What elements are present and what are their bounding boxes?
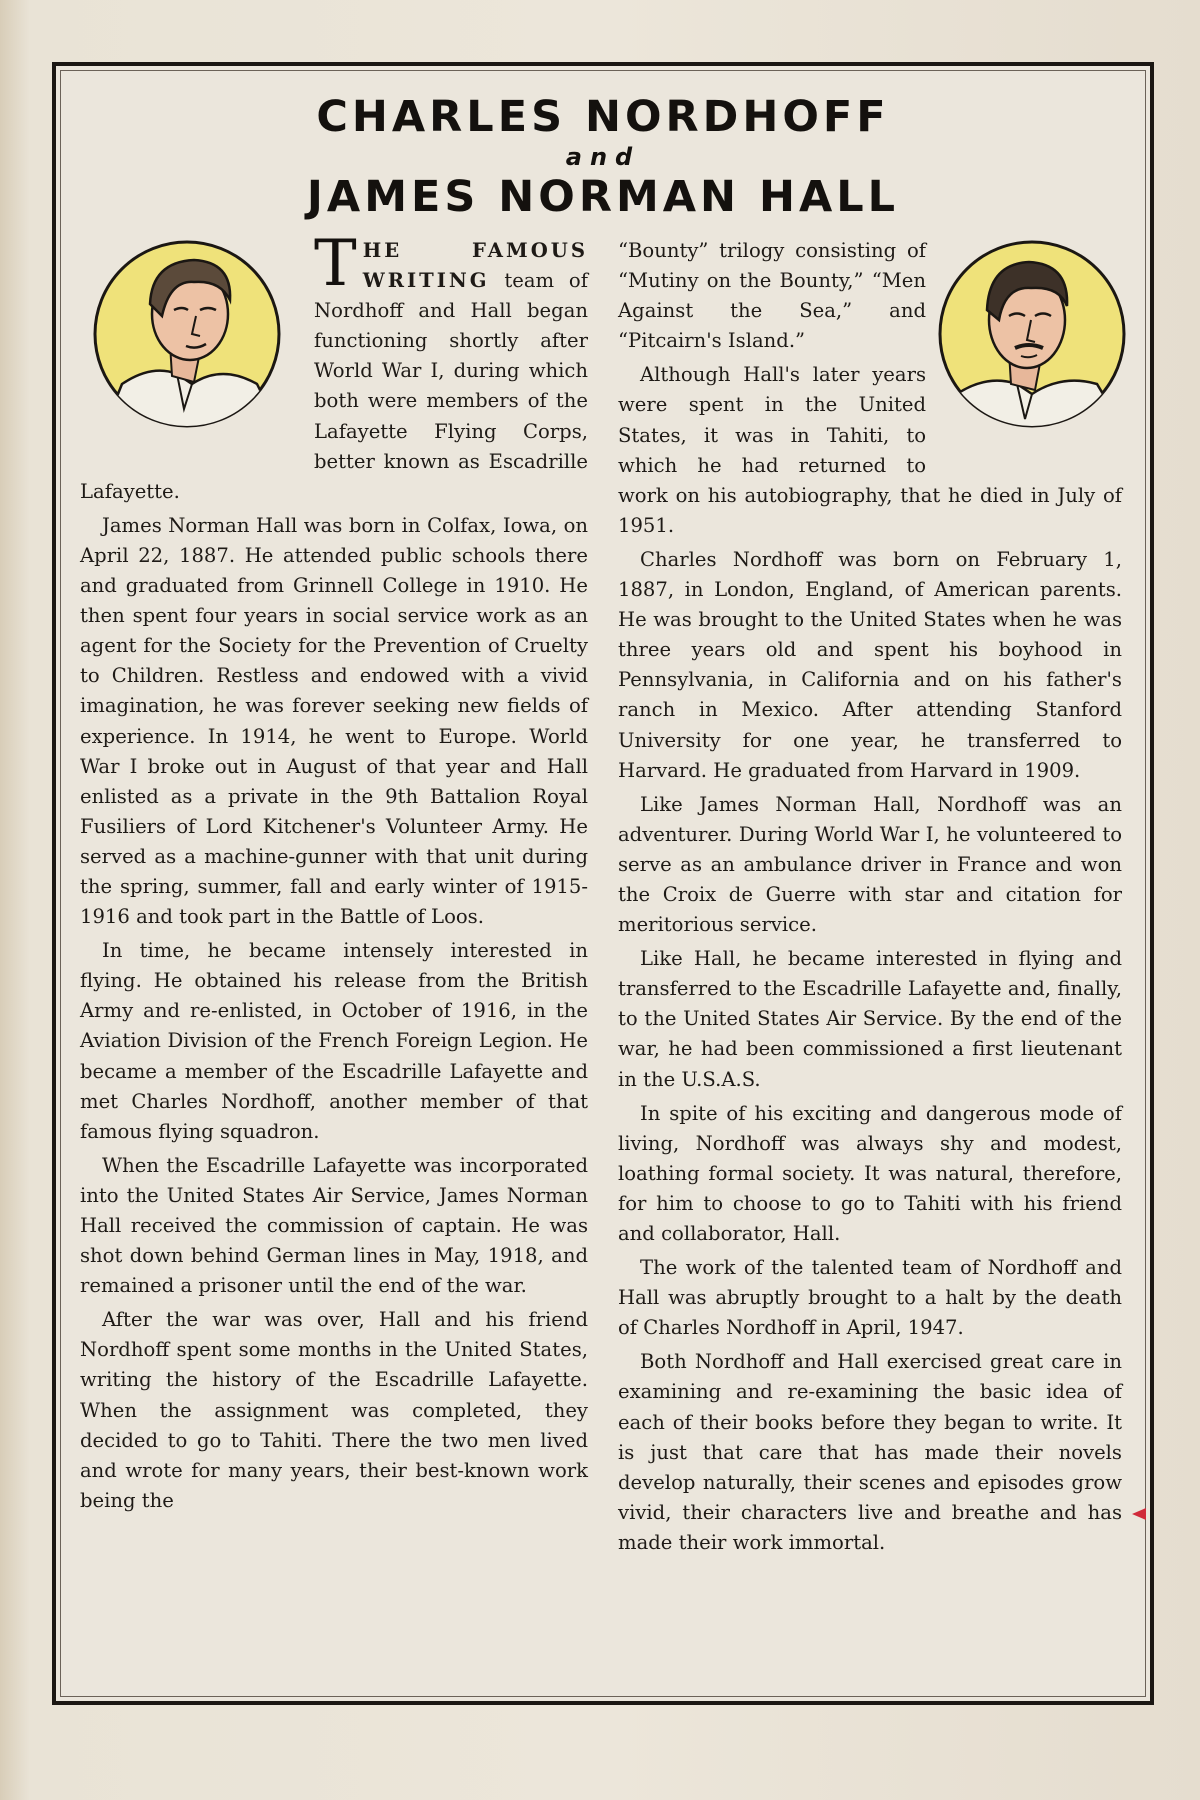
red-margin-mark	[1132, 1508, 1146, 1520]
paragraph: “Bounty” trilogy consisting of “Mutiny on the Bounty,” “Men Against the Sea,” and “Pitcairn's Island.”	[618, 239, 926, 353]
drop-cap: T	[314, 227, 357, 301]
paragraph: Like Hall, he became interested in flying and transferred to the Escadrille Lafayette and, finally, to the United States Air Service. By the end of the war, he had been commissioned a first lieutenant in the U.S.A.S.	[618, 947, 1122, 1091]
paragraph: James Norman Hall was born in Colfax, Iowa, on April 22, 1887. He attended public schools there and graduated from Grinnell College in 1910. He then spent four years in social service work as an agent for the Society for the Prevention of Cruelty to Children. Restless and endowed with a vivid imagination, he was forever seeking new fields of experience. In 1914, he went to Europe. World War I broke out in August of that year and Hall enlisted as a private in the 9th Battalion Royal Fusiliers of Lord Kitchener's Volunteer Army. He served as a machine-gunner with that unit during the spring, summer, fall and early winter of 1915-1916 and took part in the Battle of Loos.	[80, 513, 588, 929]
paragraph: The work of the talented team of Nordhoff and Hall was abruptly brought to a halt by the death of Charles Nordhoff in April, 1947.	[618, 1256, 1122, 1340]
paragraph: In spite of his exciting and dangerous mode of living, Nordhoff was always shy and modest, loathing formal society. It was natural, therefore, for him to choose to go to Tahiti with his friend and collaborator, Hall.	[618, 1101, 1122, 1245]
article-frame	[52, 62, 1154, 1705]
portrait-nordhoff-icon	[927, 234, 1137, 434]
paragraph: When the Escadrille Lafayette was incorporated into the United States Air Service, James Norman Hall received the commission of captain. He was shot down behind German lines in May, 1918, and remained a prisoner until the end of the war.	[80, 1153, 588, 1298]
right-column	[618, 236, 1122, 1558]
title-line-hall: JAMES NORMAN HALL	[306, 172, 900, 222]
paragraph: Like James Norman Hall, Nordhoff was an adventurer. During World War I, he volunteered to serve as an ambulance driver in France and won the Croix de Guerre with star and citation for meritorious service.	[618, 792, 1122, 937]
paragraph: Charles Nordhoff was born on February 1, 1887, in London, England, of American parents. He was brought to the United States when he was three years old and spent his boyhood in Pennsylvania, in California and on his father's ranch in Mexico. After attending Stanford University for one year, he transferred to Harvard. He graduated from Harvard in 1909.	[618, 547, 1122, 782]
title-and: and	[565, 143, 641, 171]
paragraph: In time, he became intensely interested in flying. He obtained his release from the British Army and re-enlisted, in October of 1916, in the Aviation Division of the French Foreign Legion. He became a member of the Escadrille Lafayette and met Charles Nordhoff, another member of that famous flying squadron.	[80, 939, 588, 1143]
title-line-nordhoff: CHARLES NORDHOFF	[316, 92, 890, 142]
article-title	[56, 90, 1150, 224]
paragraph: Although Hall's later years were spent in the United States, it was in Tahiti, to which he had returned to work on his autobiography, that he died in July of 1951.	[618, 363, 1122, 537]
lead-caps: HE FAMOUS WRITING	[362, 239, 588, 293]
paragraph: Both Nordhoff and Hall exercised great care in examining and re-examining the basic idea of each of their books before they began to write. It is just that care that has made their novels develop naturally, their scenes and episodes grow vivid, their characters live and breathe and has made their work immortal.	[618, 1350, 1122, 1554]
paragraph: After the war was over, Hall and his friend Nordhoff spent some months in the United States, writing the history of the Escadrille Lafayette. When the assignment was completed, they decided to go to Tahiti. There the two men lived and wrote for many years, their best-known work being the	[80, 1308, 588, 1512]
portrait-hall-icon	[82, 234, 292, 434]
lead-text: team of Nordhoff and Hall began functioning shortly after World War I, during which both were members of the Lafayette Flying Corps, better known as Escadrille Lafayette.	[80, 269, 588, 503]
